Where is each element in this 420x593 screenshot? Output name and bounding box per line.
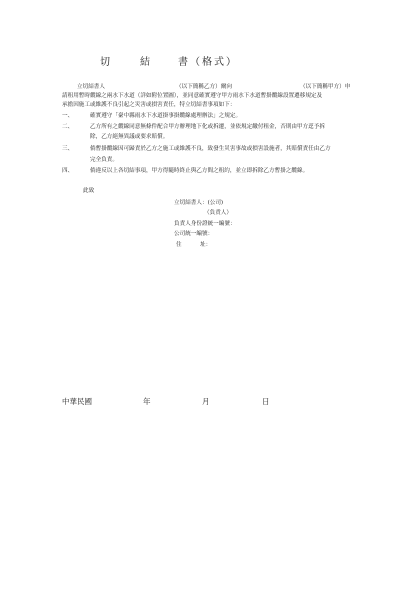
- item-1-number: 一、: [62, 113, 74, 119]
- representative-id-label: 負責人身份證統一編號：: [174, 221, 236, 227]
- item-3-text-line-1: 倘暫掛纜線因可歸責於乙方之施工或維護不良，致發生災害事故或損害設施者，其賠償責任由乙方: [90, 146, 331, 152]
- item-2-text-line-2: 除，乙方絕無異議或要求賠償。: [90, 134, 169, 140]
- company-id-label: 公司統一編號：: [174, 231, 214, 237]
- item-2-text-line-1: 乙方所有之纜線同意無條件配合甲方辦理地下化或拆遷，並依規定繳付租金，否則由甲方逕予拆: [90, 124, 325, 130]
- item-4-number: 四、: [62, 168, 74, 174]
- date-month: 月: [202, 397, 210, 406]
- signer-company-label: 立切結書人：(公司): [174, 200, 224, 206]
- intro-party-b: （以下簡稱乙方）爾向: [176, 84, 232, 90]
- item-1-text: 確實遵守「臺中縣雨水下水道掛事掛纜線處理辦法」之規定。: [90, 113, 242, 119]
- address-label-char: 住: [176, 242, 182, 248]
- intro-party-a: （以下簡稱甲方）申: [300, 84, 351, 90]
- closing-salutation: 此致: [83, 188, 95, 194]
- intro-signer-label: 立切結書人: [77, 84, 105, 90]
- title-char-1: 切: [100, 57, 110, 68]
- intro-line-3: 承擔因施工或維護不良引起之災害或損害責任，特立切結書事項如下：: [62, 102, 236, 108]
- item-3-text-line-2: 完全負責。: [90, 157, 118, 163]
- item-4-text: 倘違反以上各切結事項，甲方得隨時終止與乙方間之租約，並立即拆除乙方暫掛之纜線。: [90, 168, 309, 174]
- date-era: 中華民國: [62, 397, 92, 406]
- signer-representative-label: （負責人）: [204, 210, 232, 216]
- date-day: 日: [262, 397, 270, 406]
- item-2-number: 二、: [62, 124, 74, 130]
- date-year: 年: [143, 397, 151, 406]
- intro-line-2: 請租用暫時纜線之兩水下水道（詳如附位置圖），並同意確實遵守甲方雨水下水道暫掛纜線設置遷移規定及: [62, 93, 323, 99]
- address-label: 址：: [200, 242, 212, 248]
- title-char-3: 書: [178, 57, 188, 68]
- title-format: （格式）: [190, 57, 238, 68]
- item-3-number: 三、: [62, 146, 74, 152]
- title-char-2: 結: [140, 57, 150, 68]
